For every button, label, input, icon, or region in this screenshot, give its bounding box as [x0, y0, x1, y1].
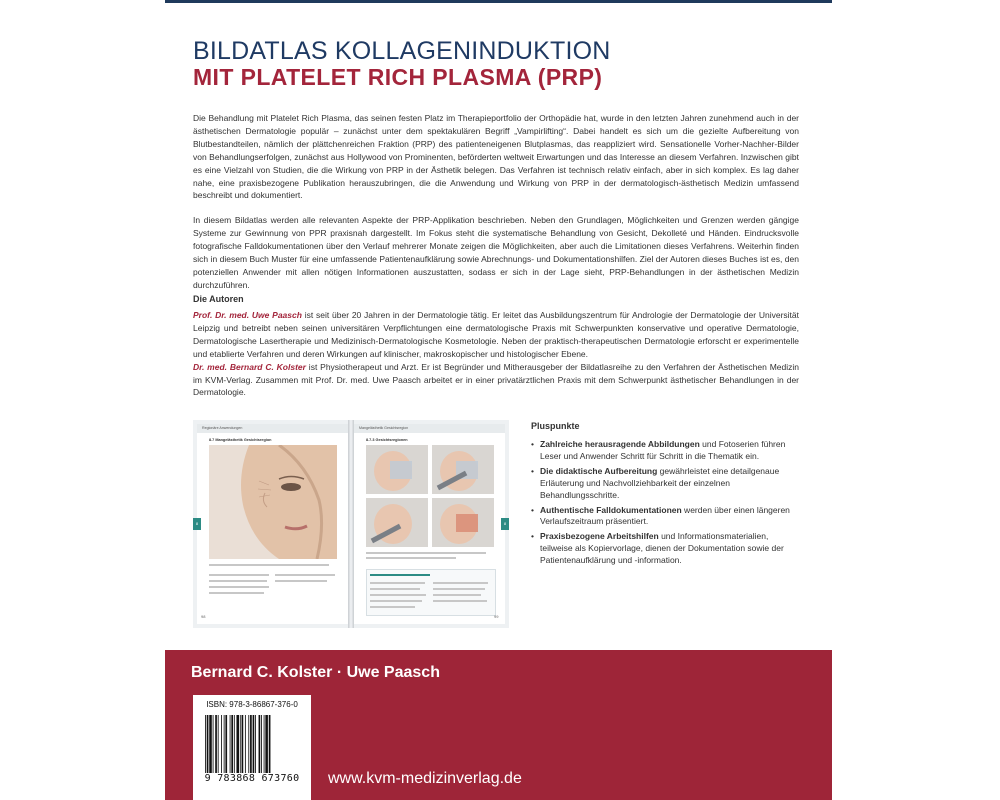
isbn-label: ISBN: 978-3-86867-376-0 [206, 700, 298, 709]
text-line [209, 586, 269, 588]
pluspunkte-item [531, 531, 796, 567]
left-chapter-tab: 8 [193, 518, 201, 530]
right-chapter-tab: 8 [501, 518, 509, 530]
author-paasch-name: Prof. Dr. med. Uwe Paasch [193, 310, 302, 320]
right-page-header: Mangelästhetik Gesichtsregion [354, 424, 505, 433]
item-text: und Informationsmaterialien, teilweise als Kopiervorlage, dienen der Dokumentation sowie der Patientenaufklärung und -information. [540, 531, 784, 566]
bullet-icon: • [531, 531, 534, 542]
author-kolster-text: ist Physiotherapeut und Arzt. Er ist Begründer und Mitherausgeber der Bildatlasreihe zu den Verfahren der Ästhetischen Medizin im KVM-Verlag. Zusammen mit Prof. Dr. med. Uwe Paasch arbeitet er in einer privatärztlichen Praxis mit dem Schwerpunkt ästhetischer Behandlungen in der Dermatologie. [193, 361, 799, 398]
face-photo [209, 445, 337, 559]
caption-line [366, 552, 486, 554]
text-line [209, 580, 267, 582]
content-text: In diesem Bildatlas werden alle relevanten Aspekte der PRP-Applikation beschrieben. Neben den Grundlagen, Möglichkeiten und Grenzen werden gängige Systeme zur Gewinnung von PPR praxisnah dargestellt. Im Fokus steht die systematische Behandlung von Gesicht, Dekolleté und Händen. Eindrucksvolle fotografische Falldokumentationen über den Verlauf mehrerer Monate zeigen die Möglichkeiten, aber auch die Limitationen dieses Verfahrens. Weiterhin finden sich in diesem Buch Muster für eine umfassende Patientenaufklärung sowie Abrechnungs- und Dokumentationshilfen. Ziel der Autoren dieses Buches ist es, den potenziellen Anwender mit allen nötigen Informationen auszustatten, sodass er sich in der Lage sieht, PRP-Behandlungen in der ästhetischen Medizin durchzuführen. [193, 215, 799, 290]
text-line [275, 580, 327, 582]
treatment-photo [432, 445, 494, 494]
intro-text: Die Behandlung mit Platelet Rich Plasma, das seinen festen Platz im Therapieportfolio der Orthopädie hat, wurde in den letzten Jahren zunehmend auch in der ästhetischen Dermatologie populär – zunächst unter dem spektakulären Begriff „Vampirlifting“. Dabei handelt es sich um die gezielte Aufbereitung von Blutbestandteilen, nämlich der plättchenreichen Fraktion (PRP) des patienteneigenen Blutplasmas, das reappliziert wird. Sensationelle Vorher-Nachher-Bilder von Behandlungserfolgen, zunächst aus Hollywood von Prominenten, beförderten weltweit Erwartungen und das Interesse an diesem Verfahren. Inzwischen gibt es eine Vielzahl von Studien, die die Wirkung von PRP in der Ästhetik belegen. Das Verfahren ist technisch relativ einfach, aber in sich komplex. Es lag daher nahe, eine praxisbezogene Publikation herauszubringen, die die Anwendung und Wirkung von PRP in der dermatologisch-ästhetisch Medizin umfassend beschreibt und dokumentiert. [193, 113, 799, 201]
publisher-url[interactable]: www.kvm-medizinverlag.de [328, 770, 522, 787]
item-highlight: Praxisbezogene Arbeitshilfen [540, 531, 659, 542]
bullet-icon: • [531, 439, 534, 449]
book-spread-preview [193, 420, 509, 628]
author-paasch-bio [193, 309, 799, 361]
item-text: gewährleistet eine detailgenaue Erläuterung und Nachvollziehbarkeit der einzelnen Behandlungsschritte. [540, 465, 780, 500]
checklist-table [366, 569, 496, 616]
pluspunkte-item [531, 505, 796, 529]
barcode-icon [205, 715, 305, 773]
author-kolster-bio [193, 361, 799, 400]
authors-paragraph [193, 309, 799, 399]
right-page-title: 8.7.3 Gesichtsregionen [366, 438, 408, 442]
treatment-photo [366, 498, 428, 547]
left-page-number: 98 [201, 614, 206, 619]
treatment-photo [366, 445, 428, 494]
book-back-cover [165, 0, 832, 800]
treatment-photo [432, 498, 494, 547]
content-paragraph [193, 214, 799, 291]
barcode-box [193, 695, 311, 800]
left-page-header: Regionäre Anwendungen [197, 424, 348, 433]
item-highlight: Zahlreiche herausragende Abbildungen [540, 439, 700, 449]
author-kolster-name: Dr. med. Bernard C. Kolster [193, 361, 306, 372]
pluspunkte-item [531, 466, 796, 502]
footer-authors: Bernard C. Kolster · Uwe Paasch [191, 664, 440, 681]
pluspunkte-heading: Pluspunkte [531, 421, 580, 431]
title-line-1: BILDATLAS KOLLAGENINDUKTION [193, 37, 611, 65]
text-line [275, 574, 335, 576]
text-line [209, 592, 264, 594]
spread-left-page [197, 424, 348, 624]
title-line-2: MIT PLATELET RICH PLASMA (PRP) [193, 64, 603, 90]
right-page-number: 99 [494, 614, 499, 619]
left-page-title: 8.7 Mangelästhetik Gesichtsregion [209, 438, 272, 442]
authors-heading: Die Autoren [193, 294, 244, 304]
intro-paragraph [193, 112, 799, 202]
pluspunkte-item [531, 439, 796, 463]
spread-right-page [354, 424, 505, 624]
item-highlight: Die didaktische Aufbereitung [540, 465, 658, 476]
item-text: und Fotoserien führen Leser und Anwender Schritt für Schritt in die Thematik ein. [540, 439, 786, 461]
pluspunkte-list [531, 439, 796, 570]
author-paasch-text: ist seit über 20 Jahren in der Dermatologie tätig. Er leitet das Ausbildungszentrum für Andrologie der Dermatologie der Universität Leipzig und betreibt neben seinen universitären Verpflichtungen eine dermatologische Praxis mit Schwerpunkten konservative und operative Dermatologie, Dermatologische Lasertherapie und Medizinisch-Dermatologische Kosmetologie. Neben der praktisch-therapeutischen Dermatologie erforscht er experimentelle und etablierte Verfahren und deren Wirkungen auf klinischer, makroskopischer und histologischer Ebene. [193, 310, 799, 359]
bullet-icon: • [531, 504, 534, 515]
face-illustration [209, 445, 337, 559]
item-highlight: Authentische Falldokumentationen [540, 504, 682, 515]
top-rule [165, 0, 832, 3]
barcode-number: 9 783868 673760 [204, 773, 300, 784]
bullet-icon: • [531, 465, 534, 476]
item-text: werden über einen längeren Verlaufszeitraum präsentiert. [540, 504, 790, 527]
text-line [209, 574, 269, 576]
caption-line [209, 564, 329, 566]
caption-line [366, 557, 456, 559]
